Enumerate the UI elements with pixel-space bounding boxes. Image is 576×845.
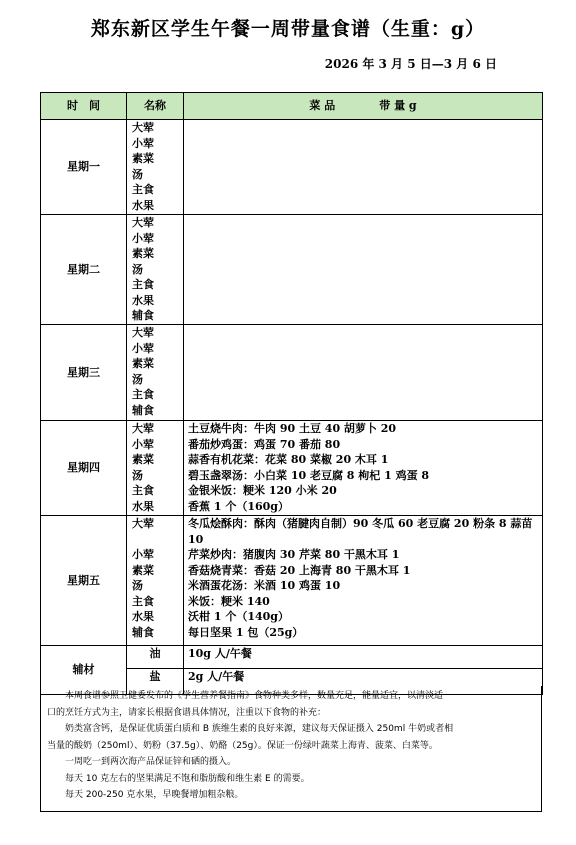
note-line: 本周食谱参照卫健委发布的《学生营养餐指南》食物种类多样，数量充足，能量适宜，以清淡适 [47,691,444,701]
category-item: 水果 [132,610,154,623]
header-dish: 菜 品 带 量 g [184,93,543,120]
category-item: 素菜 [132,357,154,370]
day-row-thursday [41,421,543,516]
dish-item: 沃柑 1 个（140g） [188,610,289,623]
category-item: 小荤 [132,231,154,245]
day-label: 星期一 [41,120,127,215]
nutrition-notes [40,686,542,812]
day-row-monday [41,120,543,215]
dish-item: 碧玉盏翠汤：小白菜 10 老豆腐 8 枸杞 1 鸡蛋 8 [188,468,430,482]
header-time: 时 间 [41,93,127,120]
dish-list [184,325,543,421]
category-item: 大荤 [132,517,154,530]
material-amount: 2g 人/午餐 [184,669,543,695]
category-list [127,421,184,516]
category-item: 小荤 [132,548,154,561]
note-line: 口的烹饪方式为主，请家长根据食谱具体情况，注重以下食物的补充： [47,707,327,718]
category-item: 汤 [132,262,143,276]
page-title: 郑东新区学生午餐一周带量食谱（生重：g） [90,18,486,40]
category-item: 大荤 [132,121,154,134]
category-item: 汤 [132,468,143,482]
category-list [127,516,184,646]
material-name: 盐 [127,669,184,695]
category-item: 水果 [132,198,154,212]
day-label: 星期四 [41,421,127,516]
dish-item: 香菇烧青菜：香菇 20 上海青 80 干黑木耳 1 [188,563,411,577]
category-item: 素菜 [132,453,154,466]
dish-item: 蒜香有机花菜：花菜 80 菜椒 20 木耳 1 [188,453,389,466]
category-item: 大荤 [132,422,154,435]
day-label: 星期五 [41,516,127,646]
category-item: 辅食 [132,403,154,417]
dish-item: 米酒蛋花汤：米酒 10 鸡蛋 10 [188,579,341,592]
date-range: 2026 年 3 月 5 日—3 月 6 日 [324,57,497,71]
dish-list [184,421,543,516]
material-amount: 10g 人/午餐 [184,646,543,669]
dish-list [184,215,543,325]
category-item: 小荤 [132,136,154,150]
category-list [127,325,184,421]
note-line: 奶类富含钙，是保证优质蛋白质和 B 族维生素的良好来源，建议每天保证摄入 250ml 牛奶或者相 [47,724,454,734]
dish-list [184,120,543,215]
dish-item: 米饭：粳米 140 [188,594,270,608]
category-item: 主食 [132,388,154,401]
category-list [127,120,184,215]
materials-label: 辅材 [41,646,127,695]
menu-table [40,92,543,695]
day-label: 星期二 [41,215,127,325]
category-item: 汤 [132,372,143,386]
note-line: 一周吃一到两次海产品保证锌和硒的摄入。 [47,757,237,767]
category-item: 主食 [132,484,154,497]
category-item: 辅食 [132,309,154,322]
dish-item: 芹菜炒肉：猪腹肉 30 芹菜 80 干黑木耳 1 [188,548,400,561]
category-item: 小荤 [132,437,154,451]
category-item: 大荤 [132,326,154,339]
note-line: 每天 10 克左右的坚果满足不饱和脂肪酸和维生素 E 的需要。 [47,773,310,784]
table-header-row [41,93,543,120]
day-row-friday [41,516,543,646]
category-list [127,215,184,325]
category-item: 辅食 [132,625,154,639]
category-item: 素菜 [132,563,154,577]
dish-item: 香蕉 1 个（160g） [188,499,289,513]
category-item: 水果 [132,499,154,513]
category-item: 素菜 [132,152,154,165]
note-line: 当量的酸奶（250ml）、奶粉（37.5g）、奶酪（25g）。保证一份绿叶蔬菜上海青、菠菜、白菜等。 [47,740,438,751]
material-row-oil [41,646,543,669]
category-item: 汤 [132,167,143,181]
category-item: 大荤 [132,216,154,229]
category-item: 小荤 [132,341,154,355]
category-item: 主食 [132,594,154,608]
category-item: 主食 [132,278,154,291]
day-row-wednesday [41,325,543,421]
note-line: 每天 200-250 克水果，早晚餐增加粗杂粮。 [47,790,244,800]
header-name: 名称 [127,93,184,120]
material-name: 油 [127,646,184,669]
category-item: 水果 [132,293,154,307]
day-label: 星期三 [41,325,127,421]
dish-list [184,516,543,646]
day-row-tuesday [41,215,543,325]
dish-item: 冬瓜烩酥肉：酥肉（猪腱肉自制）90 冬瓜 60 老豆腐 20 粉条 8 蒜苗 10 [188,517,533,546]
dish-item: 番茄炒鸡蛋：鸡蛋 70 番茄 80 [188,437,341,451]
dish-item: 每日坚果 1 包（25g） [188,625,304,639]
category-item: 素菜 [132,247,154,260]
dish-item: 金银米饭：粳米 120 小米 20 [188,484,337,497]
category-item: 汤 [132,579,143,592]
category-item: 主食 [132,183,154,196]
dish-item: 土豆烧牛肉：牛肉 90 土豆 40 胡萝卜 20 [188,422,397,435]
